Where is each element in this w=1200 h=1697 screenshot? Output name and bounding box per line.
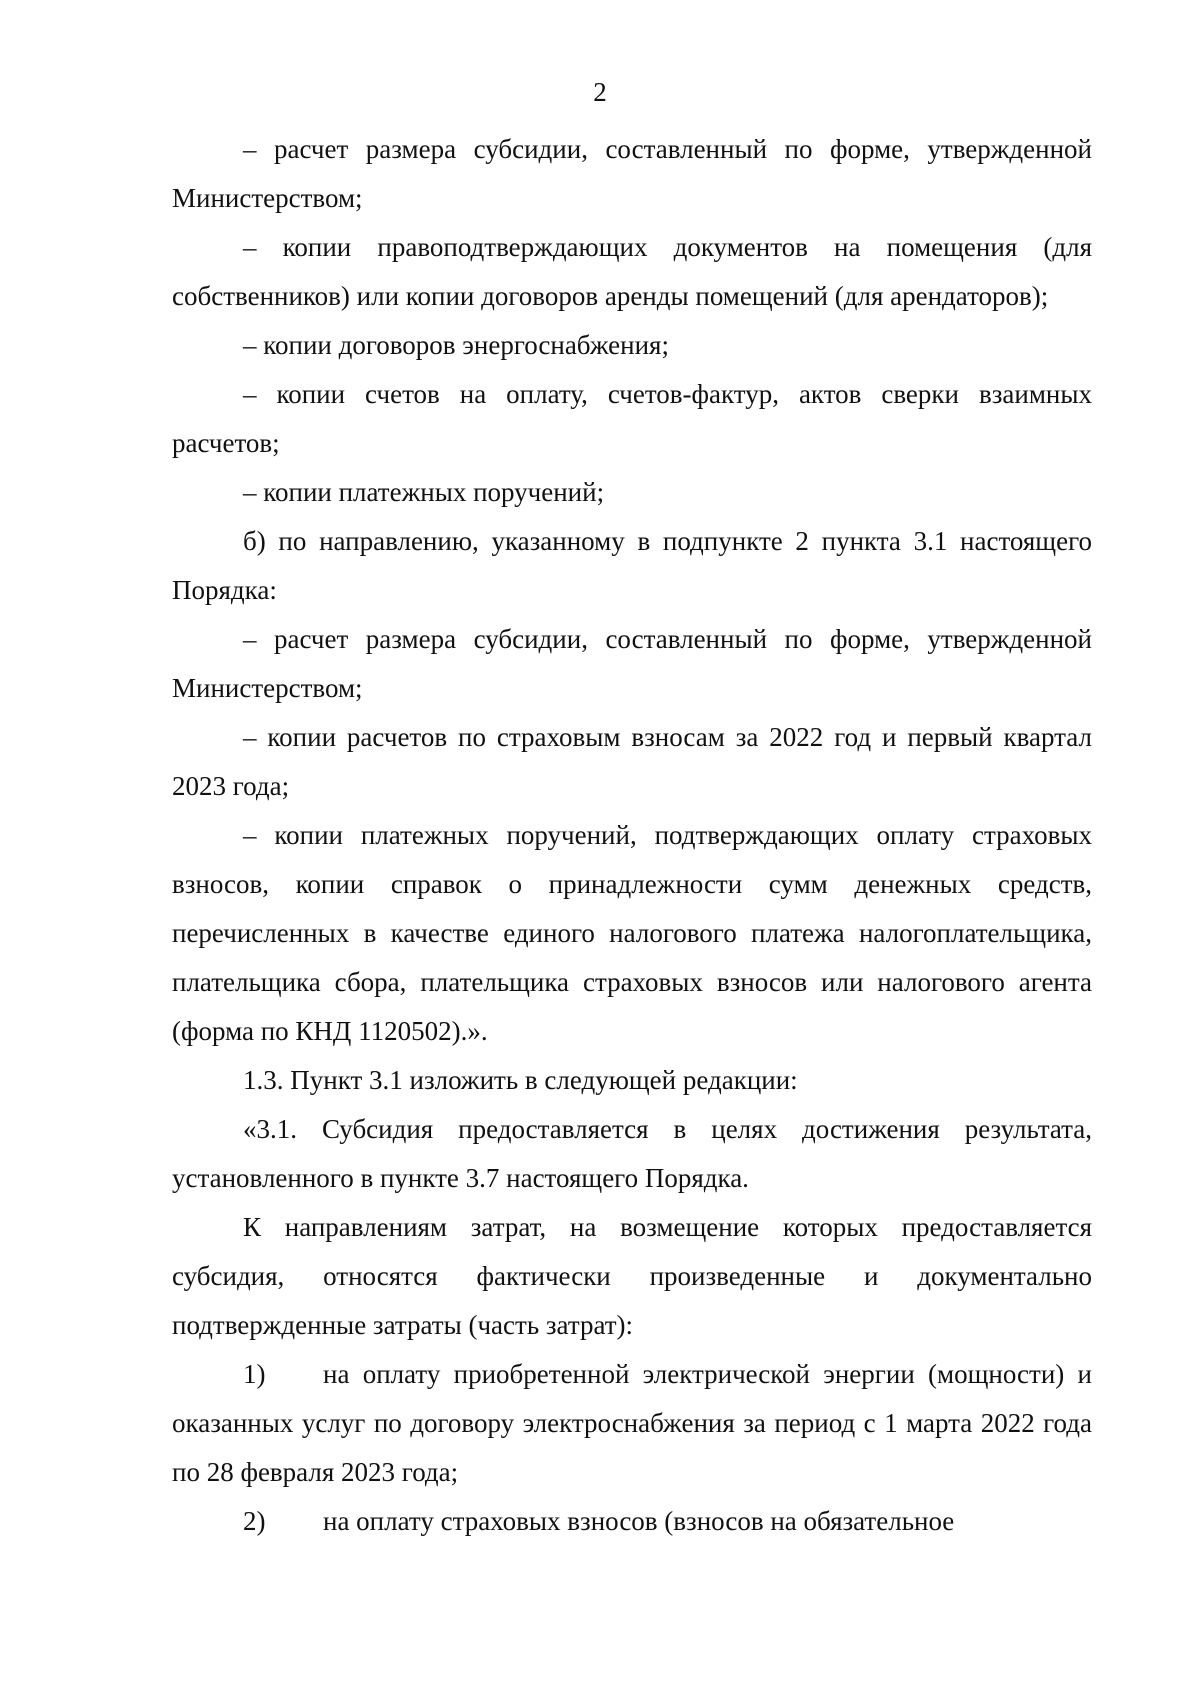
paragraph-clause-3-1: «3.1. Субсидия предоставляется в целях достижения результата, установленного в пункте 3.7 настоящего Порядка. [172,1114,1092,1193]
paragraph-cost-directions: К направлениям затрат, на возмещение которых предоставляется субсидия, относятся фактически произведенные и документально подтвержденные затраты (часть затрат): [172,1212,1092,1340]
page-number: 2 [593,77,607,107]
item-number: 1) [243,1359,266,1389]
paragraph-dash-energy-contracts: – копии договоров энергоснабжения; [243,330,669,360]
paragraph-dash-calculation-2: – расчет размера субсидии, составленный по форме, утвержденной Министерством; [172,624,1092,703]
paragraph-dash-payment-orders-2: – копии платежных поручений, подтверждающих оплату страховых взносов, копии справок о принадлежности сумм денежных средств, перечисленных в качестве единого налогового платежа налогоплательщика, плательщика сбора, плательщика страховых взносов или налогового агента (форма по КНД 1120502).». [172,820,1092,1046]
document-body [172,125,1092,1546]
paragraph-dash-premises-docs: – копии правоподтверждающих документов на помещения (для собственников) или копии договоров аренды помещений (для арендаторов); [172,232,1092,311]
paragraph-dash-invoices: – копии счетов на оплату, счетов-фактур, актов сверки взаимных расчетов; [172,379,1092,458]
paragraph-dash-payment-orders-1: – копии платежных поручений; [243,477,605,507]
paragraph-subitem-b: б) по направлению, указанному в подпункте 2 пункта 3.1 настоящего Порядка: [172,526,1092,605]
paragraph-dash-calculation-1: – расчет размера субсидии, составленный по форме, утвержденной Министерством; [172,134,1092,213]
item-text: на оплату страховых взносов (взносов на обязательное [323,1506,955,1536]
item-number: 2) [243,1506,266,1536]
paragraph-amendment-1-3: 1.3. Пункт 3.1 изложить в следующей редакции: [243,1065,798,1095]
numbered-item-1 [172,1350,1092,1497]
item-text: на оплату приобретенной электрической энергии (мощности) и оказанных услуг по договору электроснабжения за период с 1 марта 2022 года по 28 февраля 2023 года; [172,1359,1092,1487]
numbered-item-2 [172,1497,1092,1546]
paragraph-dash-insurance-calcs: – копии расчетов по страховым взносам за 2022 год и первый квартал 2023 года; [172,722,1092,801]
